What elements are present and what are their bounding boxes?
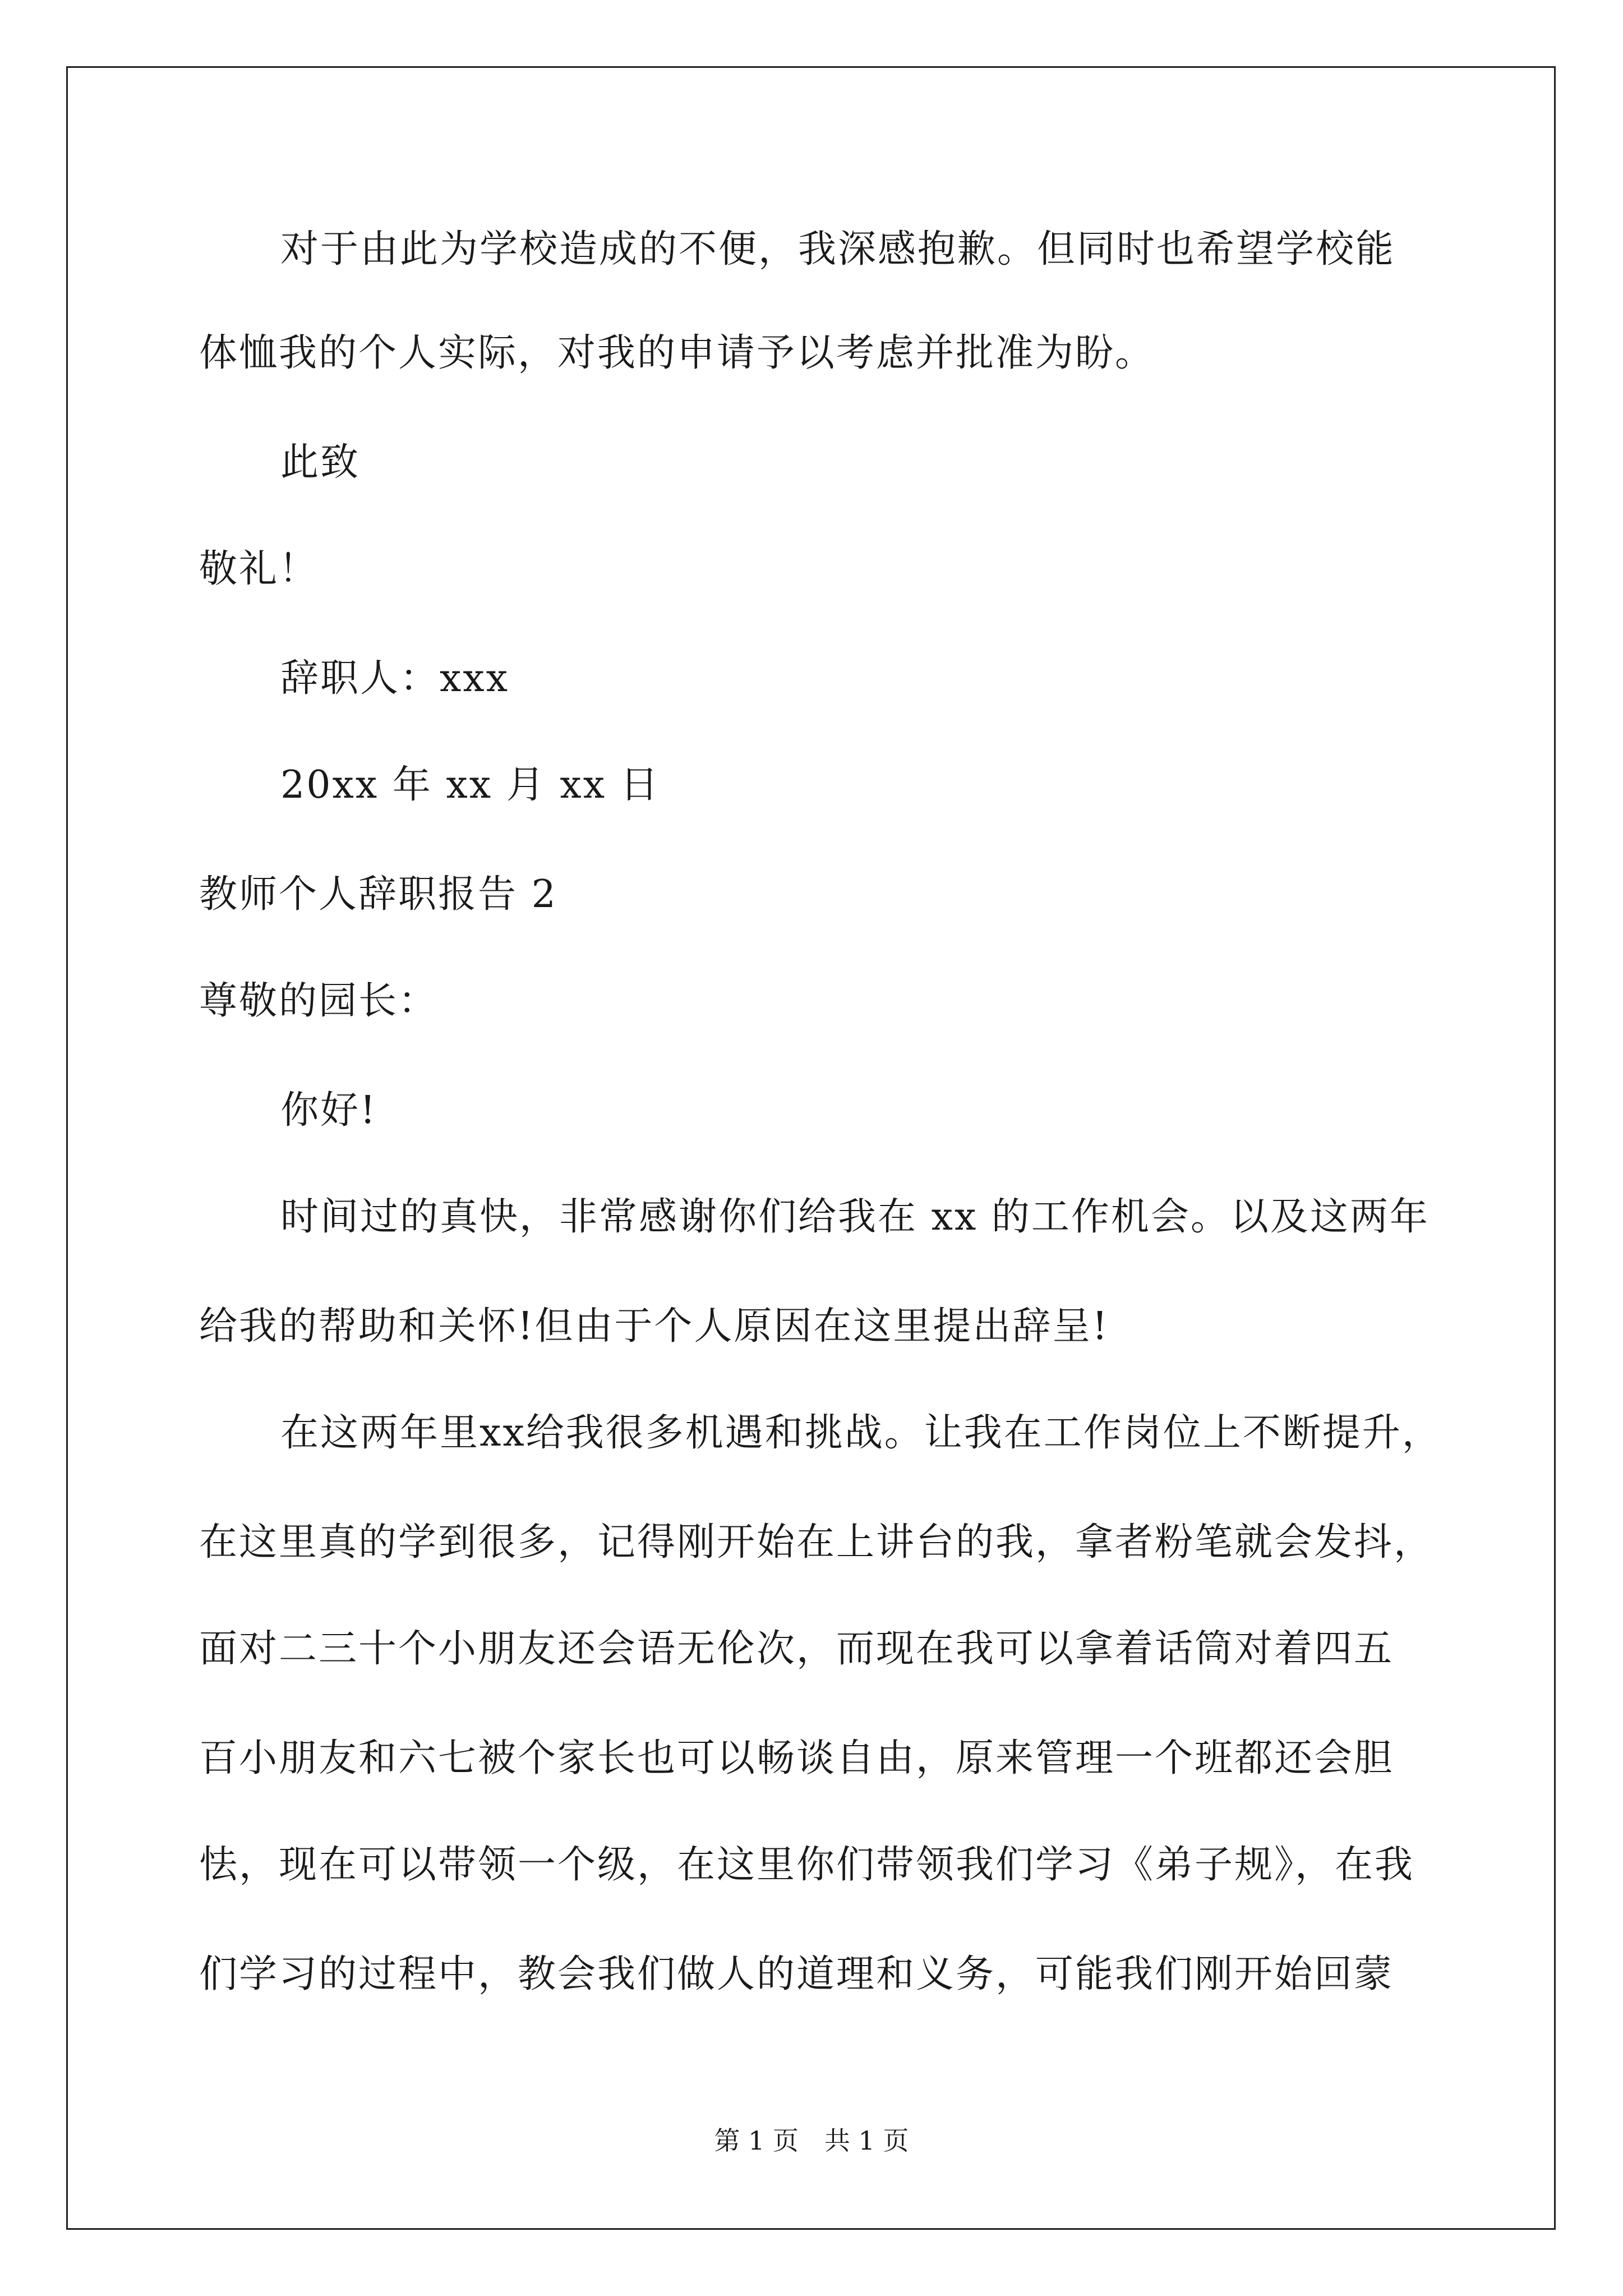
greeting-line: 你好! xyxy=(280,1088,377,1133)
paragraph-line: 在这里真的学到很多，记得刚开始在上讲台的我，拿者粉笔就会发抖， xyxy=(199,1520,1434,1565)
closing-salutation: 此致 xyxy=(280,440,361,485)
addressee-line: 尊敬的园长： xyxy=(199,979,439,1023)
paragraph-line: 们学习的过程中，教会我们做人的道理和义务，可能我们刚开始回蒙 xyxy=(199,1952,1394,1996)
paragraph-line: 对于由此为学校造成的不便，我深感抱歉。但同时也希望学校能 xyxy=(280,227,1396,272)
date-line: 20xx 年 xx 月 xx 日 xyxy=(280,763,660,807)
page-number-footer: 第 1 页 共 1 页 xyxy=(714,2125,909,2156)
paragraph-line: 体恤我的个人实际，对我的申请予以考虑并批准为盼。 xyxy=(199,331,1155,375)
paragraph-line: 在这两年里xx给我很多机遇和挑战。让我在工作岗位上不断提升， xyxy=(280,1411,1442,1455)
paragraph-line: 怯，现在可以带领一个级，在这里你们带领我们学习《弟子规》，在我 xyxy=(199,1843,1415,1887)
closing-regards: 敬礼！ xyxy=(199,547,319,591)
section-heading: 教师个人辞职报告 2 xyxy=(199,872,557,917)
page-border xyxy=(66,66,1556,2230)
paragraph-line: 面对二三十个小朋友还会语无伦次，而现在我可以拿着话筒对着四五 xyxy=(199,1627,1394,1671)
paragraph-line: 给我的帮助和关怀!但由于个人原因在这里提出辞呈! xyxy=(199,1304,1109,1349)
paragraph-line: 时间过的真快，非常感谢你们给我在 xx 的工作机会。以及这两年 xyxy=(280,1195,1430,1239)
signer-line: 辞职人：xxx xyxy=(280,656,510,701)
paragraph-line: 百小朋友和六七被个家长也可以畅谈自由，原来管理一个班都还会胆 xyxy=(199,1736,1394,1780)
